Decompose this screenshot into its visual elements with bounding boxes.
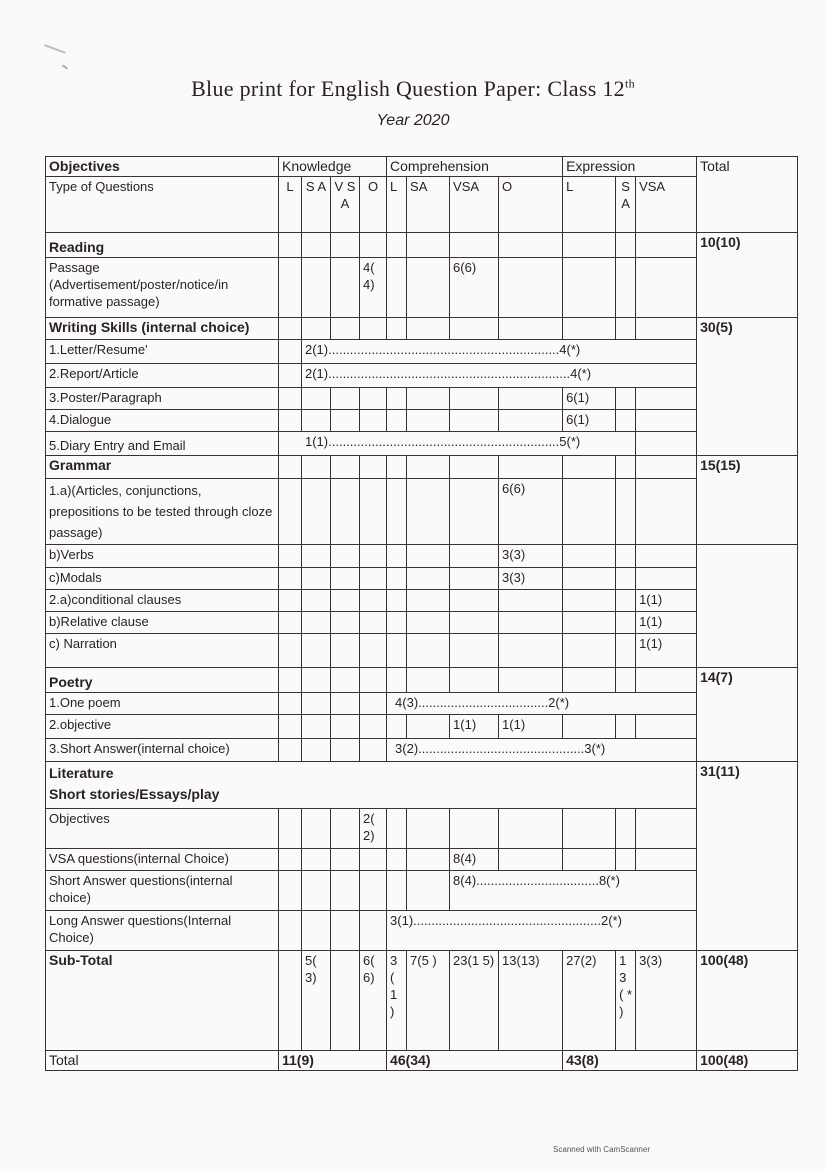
literature-long-answer: Long Answer questions(Internal Choice): [46, 911, 279, 951]
literature-heading-line: Literature: [49, 765, 114, 781]
table-row: [46, 911, 798, 951]
table-row: [46, 364, 798, 388]
grammar-articles: 1.a)(Articles, conjunctions, prepositions to be tested through cloze passage): [46, 479, 279, 545]
literature-heading-row: [46, 762, 798, 809]
poetry-short-answer: 3.Short Answer(internal choice): [46, 739, 279, 762]
subtotal-expression-l: 27(2): [563, 951, 616, 1051]
literature-heading: [46, 762, 697, 809]
type-of-questions: Type of Questions: [46, 177, 279, 233]
poetry-short-answer-span: 3(2)..............................................3(*): [387, 739, 697, 762]
poetry-total: 14(7): [697, 668, 798, 762]
subtotal-expression-sa: 1 3 ( * ): [616, 951, 636, 1051]
grammar-total: 15(15): [697, 456, 798, 545]
grammar-verbs-comprehension-o: 3(3): [499, 545, 563, 568]
table-row: [46, 634, 798, 668]
writing-dialogue-expression-l: 6(1): [563, 410, 616, 432]
writing-heading-row: [46, 318, 798, 340]
literature-vsa-comprehension-vsa: 8(4): [450, 849, 499, 871]
subtotal-comprehension-vsa: 23(1 5): [450, 951, 499, 1051]
comprehension-sa: SA: [407, 177, 450, 233]
grammar-relative: b)Relative clause: [46, 612, 279, 634]
table-row: [46, 388, 798, 410]
grammar-heading: Grammar: [46, 456, 279, 479]
grammar-narration-expression-vsa: 1(1): [636, 634, 697, 668]
grand-total-expression: 43(8): [563, 1051, 697, 1071]
scan-mark: [44, 44, 65, 53]
grammar-conditional: 2.a)conditional clauses: [46, 590, 279, 612]
reading-heading: Reading: [46, 233, 279, 258]
literature-objectives-knowledge-o: 2( 2): [360, 809, 387, 849]
writing-letter-span: 2(1)................................................................4(*): [302, 340, 697, 364]
expression-l: L: [563, 177, 616, 233]
writing-poster-expression-l: 6(1): [563, 388, 616, 410]
page-subtitle: Year 2020: [376, 112, 450, 129]
subtotal-comprehension-l: 3 ( 1 ): [387, 951, 407, 1051]
grammar-heading-row: [46, 456, 798, 479]
writing-diary: 5.Diary Entry and Email: [46, 432, 279, 456]
literature-long-answer-span: 3(1)....................................................2(*): [387, 911, 697, 951]
grammar-modals: c)Modals: [46, 568, 279, 590]
scanner-watermark: Scanned with CamScanner: [553, 1145, 650, 1154]
reading-knowledge-o: 4( 4): [360, 258, 387, 318]
table-row: [46, 849, 798, 871]
knowledge-l: L: [279, 177, 302, 233]
scan-mark: [62, 64, 68, 69]
table-row: [46, 739, 798, 762]
table-row: [46, 568, 798, 590]
expression-vsa: VSA: [636, 177, 697, 233]
objectives-header: Objectives: [46, 157, 279, 177]
writing-heading: Writing Skills (internal choice): [46, 318, 279, 340]
poetry-objective-comprehension-o: 1(1): [499, 715, 563, 739]
writing-letter: 1.Letter/Resume': [46, 340, 279, 364]
writing-total: 30(5): [697, 318, 798, 456]
table-row: [46, 715, 798, 739]
writing-report-span: 2(1)...................................................................4(*): [302, 364, 697, 388]
knowledge-sa: S A: [302, 177, 331, 233]
expression-header: Expression: [563, 157, 697, 177]
writing-diary-span: 1(1)................................................................5(*): [279, 432, 636, 456]
total-header: Total: [697, 157, 798, 233]
table-row: [46, 258, 798, 318]
table-row: [46, 432, 798, 456]
reading-heading-row: [46, 233, 798, 258]
grand-total-label: Total: [46, 1051, 279, 1071]
table-row: [46, 340, 798, 364]
grand-total-knowledge: 11(9): [279, 1051, 387, 1071]
poetry-heading: Poetry: [46, 668, 279, 693]
writing-dialogue: 4.Dialogue: [46, 410, 279, 432]
comprehension-l: L: [387, 177, 407, 233]
subtotal-knowledge-sa: 5( 3): [302, 951, 331, 1051]
table-row: [46, 590, 798, 612]
reading-total: 10(10): [697, 233, 798, 318]
blueprint-table: [45, 156, 798, 1071]
writing-poster: 3.Poster/Paragraph: [46, 388, 279, 410]
grand-total-total: 100(48): [697, 1051, 798, 1071]
literature-short-answer-span: 8(4)..................................8(*): [450, 871, 697, 911]
poetry-objective-comprehension-vsa: 1(1): [450, 715, 499, 739]
knowledge-o: O: [360, 177, 387, 233]
subtotal-comprehension-sa: 7(5 ): [407, 951, 450, 1051]
literature-objectives: Objectives: [46, 809, 279, 849]
grammar-modals-comprehension-o: 3(3): [499, 568, 563, 590]
grammar-verbs: b)Verbs: [46, 545, 279, 568]
table-row: [46, 612, 798, 634]
grammar-conditional-expression-vsa: 1(1): [636, 590, 697, 612]
subtotal-comprehension-o: 13(13): [499, 951, 563, 1051]
subtotal-row: [46, 951, 798, 1051]
grammar-narration: c) Narration: [46, 634, 279, 668]
header-row: [46, 157, 798, 177]
subtotal-knowledge-o: 6( 6): [360, 951, 387, 1051]
table-row: [46, 545, 798, 568]
comprehension-vsa: VSA: [450, 177, 499, 233]
grammar-relative-expression-vsa: 1(1): [636, 612, 697, 634]
poetry-heading-row: [46, 668, 798, 693]
poetry-objective: 2.objective: [46, 715, 279, 739]
literature-vsa: VSA questions(internal Choice): [46, 849, 279, 871]
subtotal-expression-vsa: 3(3): [636, 951, 697, 1051]
literature-heading-line: Short stories/Essays/play: [49, 786, 220, 802]
comprehension-header: Comprehension: [387, 157, 563, 177]
table-row: [46, 871, 798, 911]
grammar-articles-comprehension-o: 6(6): [499, 479, 563, 545]
literature-short-answer: Short Answer questions(internal choice): [46, 871, 279, 911]
subtotal-label: Sub-Total: [46, 951, 279, 1051]
writing-report: 2.Report/Article: [46, 364, 279, 388]
literature-total: 31(11): [697, 762, 798, 951]
table-row: [46, 809, 798, 849]
poetry-one-poem-span: 4(3)....................................2(*): [387, 693, 697, 715]
table-row: [46, 693, 798, 715]
subtotal-total: 100(48): [697, 951, 798, 1051]
grand-total-comprehension: 46(34): [387, 1051, 563, 1071]
knowledge-vsa: V S A: [331, 177, 360, 233]
page-title: Blue print for English Question Paper: Class 12th: [191, 76, 635, 101]
reading-passage: Passage (Advertisement/poster/notice/in formative passage): [46, 258, 279, 318]
table-row: [46, 479, 798, 545]
grand-total-row: [46, 1051, 798, 1071]
expression-sa: S A: [616, 177, 636, 233]
table-row: [46, 410, 798, 432]
type-row: [46, 177, 798, 233]
knowledge-header: Knowledge: [279, 157, 387, 177]
comprehension-o: O: [499, 177, 563, 233]
reading-comprehension-vsa: 6(6): [450, 258, 499, 318]
poetry-one-poem: 1.One poem: [46, 693, 279, 715]
